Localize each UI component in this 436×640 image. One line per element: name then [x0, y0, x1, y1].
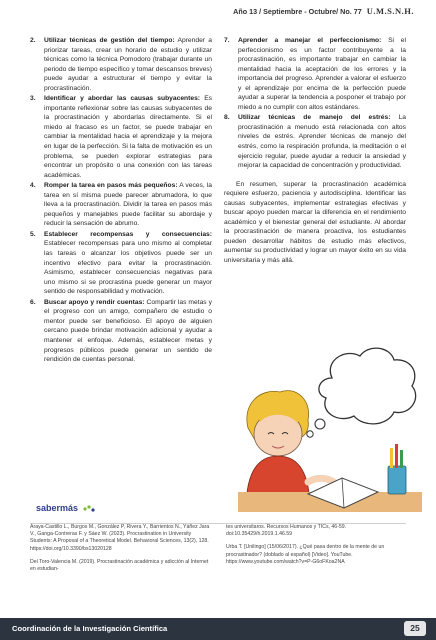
reference-entry: Araya-Castillo L., Burgos M., González P, Rivera Y., Barrientos N., Yáñez Jara V., Ganga-Contreras F. y Sáez W. (2023). Procrastination in University Students: A Proposal of a Theoretical Model. Behavioral Sciences, 13(2), 128. https://doi.org/10.3390/bs13020128 [30, 524, 210, 552]
list-item [30, 181, 212, 229]
item-number: 8. [224, 114, 230, 122]
item-text: Es importante reflexionar sobre las causas subyacentes de la procrastinación y abordarlas directamente. Si el miedo al fracaso es un factor, se puede trabajar en cambiar la mentalidad hacia el aprendizaje y la mejora en lugar de la perfección. Si la falta de motivación es un problema, se pueden explorar estrategias para encontrar un propósito o una conexión con las tareas académicas. [44, 95, 212, 179]
left-column [30, 36, 212, 366]
list-item [30, 36, 212, 93]
item-text: Establecer recompensas para uno mismo al completar las tareas o alcanzar los objetivos puede ser un incentivo efectivo para evitar la procrastinación. Asimismo, establecer consecuencias negativas para uno mismo si se procrastina puede generar un mayor sentido de responsabilidad y motivación. [44, 240, 212, 296]
item-number: 7. [224, 37, 230, 44]
bubble-dot [307, 431, 313, 437]
list-item [30, 230, 212, 297]
item-number: 5. [30, 230, 36, 238]
list-item [30, 298, 212, 365]
references-right [226, 524, 406, 572]
page-header [233, 6, 414, 16]
right-column [224, 36, 406, 266]
page-number: 25 [404, 621, 426, 636]
item-text: A veces, la tarea en sí misma puede parecer abrumadora, lo que lleva a la procrastinación. Dividir la tarea en pasos más pequeños y manejables puede facilitar su abordaje y reducir la sensación de abrumo. [44, 182, 212, 228]
item-number: 4. [30, 182, 36, 190]
item-title: Identificar y abordar las causas subyacentes: [44, 95, 201, 103]
item-text: Compartir las metas y el progreso con un amigo, compañero de estudio o mentor puede ser beneficioso. El apoyo de alguien cercano puede brindar motivación adicional y ayudar a mantener el enfoque. Además, establecer metas y progresos públicos puede generar un sentido de rendición de cuentas personal. [44, 298, 212, 364]
item-text: La procrastinación a menudo está relacionada con altos niveles de estrés. Aprender técnicas de manejo del estrés, como la respiración profunda, la meditación o el ejercicio regular, puede ayudar a reducir la ansiedad y mejorar la capacidad de concentración y productividad. [238, 114, 407, 170]
sabermas-logo [36, 503, 95, 513]
student-reading-illustration [238, 342, 422, 512]
item-number: 2. [30, 37, 36, 44]
item-number: 6. [30, 298, 36, 306]
item-text: Aprender a priorizar tareas, crear un horario de estudio y utilizar técnicas como la técnica Pomodoro (trabajar durante un periodo de tiempo específico y tomar descansos breves) puede ayudar a estructurar el tiempo y evitar la procrastinación. [44, 37, 212, 92]
item-title: Establecer recompensas y consecuencias: [44, 230, 212, 238]
reference-entry: tes universitaros. Recursos Humanos y TICs, 46-59. doi:10.35429/h.2019.1.46.59 [226, 524, 347, 538]
item-title: Utilizar técnicas de gestión del tiempo: [44, 37, 175, 44]
issue-label: Año 13 / Septiembre - Octubre/ No. 77 [233, 7, 362, 16]
item-title: Aprender a manejar el perfeccionismo: [238, 37, 382, 44]
logo-dots-icon [83, 505, 95, 513]
references-left [30, 524, 210, 579]
item-title: Buscar apoyo y rendir cuentas: [44, 298, 145, 306]
pencil-icon [395, 444, 398, 468]
list-item [224, 36, 406, 112]
page-footer [0, 618, 436, 640]
summary-paragraph: En resumen, superar la procrastinación académica requiere esfuerzo, paciencia y autodisciplina. Identificar las causas subyacentes, implementar estrategias efectivas y buscar apoyo pueden marcar la diferencia en el rendimiento académico y el bienestar general del estudiante. Al abordar la procrastinación de manera proactiva, los estudiantes pueden desarrollar hábitos de estudio más efectivos, aumentar su productividad y lograr un mayor éxito en su vida universitaria y más allá. [224, 180, 406, 265]
institution-label: U.M.S.N.H. [366, 6, 414, 16]
item-title: Romper la tarea en pasos más pequeños: [44, 182, 178, 190]
pencil-icon [390, 448, 393, 468]
list-item [224, 113, 406, 170]
logo-text: sabermás [36, 503, 79, 513]
pencil-icon [400, 450, 403, 468]
reference-entry: Urba T. [Unilingo] (15/06/2017). ¿Qué pasa dentro de la mente de un procrastinador? (doblado al español) [Video]. YouTube. https://www.youtube.com/watch?v=P-G6oFKoa2NA [226, 544, 385, 565]
pencil-cup [388, 466, 406, 494]
item-text: Si el perfeccionismo es un factor contribuyente a la procrastinación, es importante trabajar en cambiar la mentalidad hacia la aceptación de los errores y la importancia del progreso. Aprender a valorar el esfuerzo y el aprendizaje por encima de la perfección puede ayudar a superar la tendencia a posponer el trabajo por miedo a no cumplir con altos estándares. [238, 37, 406, 111]
item-title: Utilizar técnicas de manejo del estrés: [238, 114, 391, 122]
list-item [30, 94, 212, 180]
bubble-dot [315, 419, 325, 429]
thought-bubble [319, 348, 416, 424]
item-number: 3. [30, 95, 36, 103]
reference-entry: Del Toro-Valencia M. (2019). Procrastinación académica y adicción al Internet en estudian- [30, 558, 209, 573]
footer-text: Coordinación de la Investigación Científica [12, 624, 168, 633]
